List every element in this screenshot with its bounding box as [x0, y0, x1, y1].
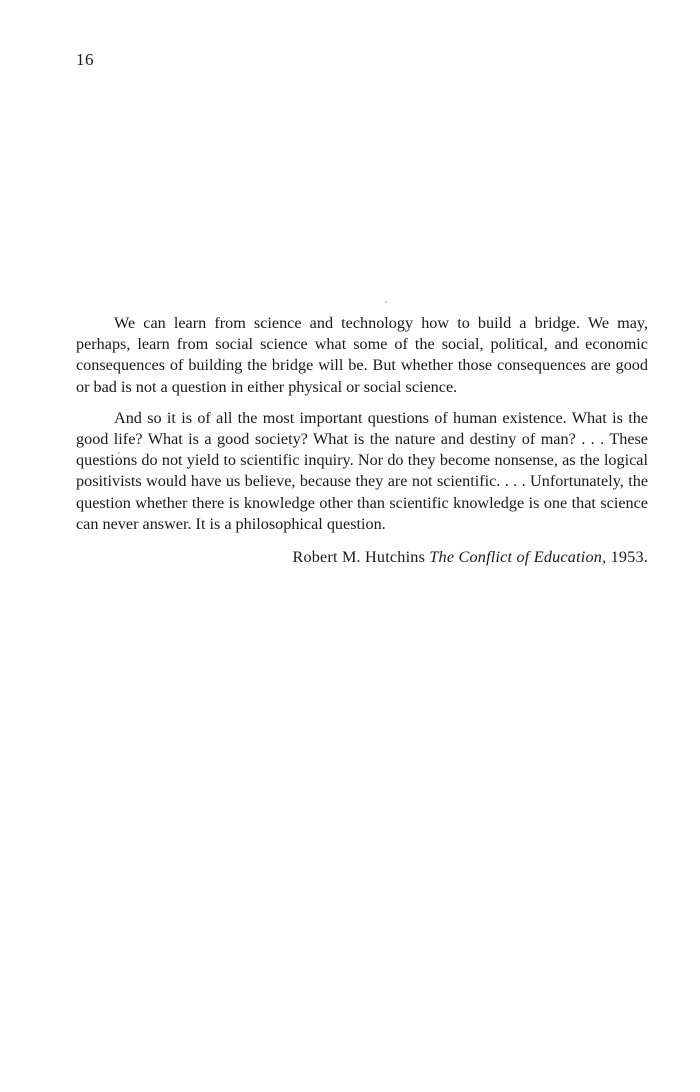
attribution-year: 1953. — [610, 548, 648, 567]
epigraph-quote — [76, 313, 648, 568]
scan-speck — [385, 301, 387, 303]
quote-attribution — [76, 547, 648, 568]
attribution-work-title: The Conflict of Education, — [429, 548, 607, 567]
attribution-author: Robert M. Hutchins — [292, 548, 426, 567]
quote-paragraph-2: And so it is of all the most important questions of human existence. What is the good life? What is a good society? What is the nature and destiny of man? . . . These questions do not yield to scientific inquiry. Nor do they become nonsense, as the logical positivists would have us believe, because they are not scientific. . . . Unfortunately, the question whether there is knowledge other than scientific knowledge is one that science can never answer. It is a philosophical question. — [76, 408, 648, 533]
page-number: 16 — [76, 50, 94, 69]
quote-paragraph-1: We can learn from science and technology how to build a bridge. We may, perhaps, learn from social science what some of the social, political, and economic consequences of building the bridge will be. But whether those consequences are good or bad is not a question in either physical or social science. — [76, 314, 648, 396]
